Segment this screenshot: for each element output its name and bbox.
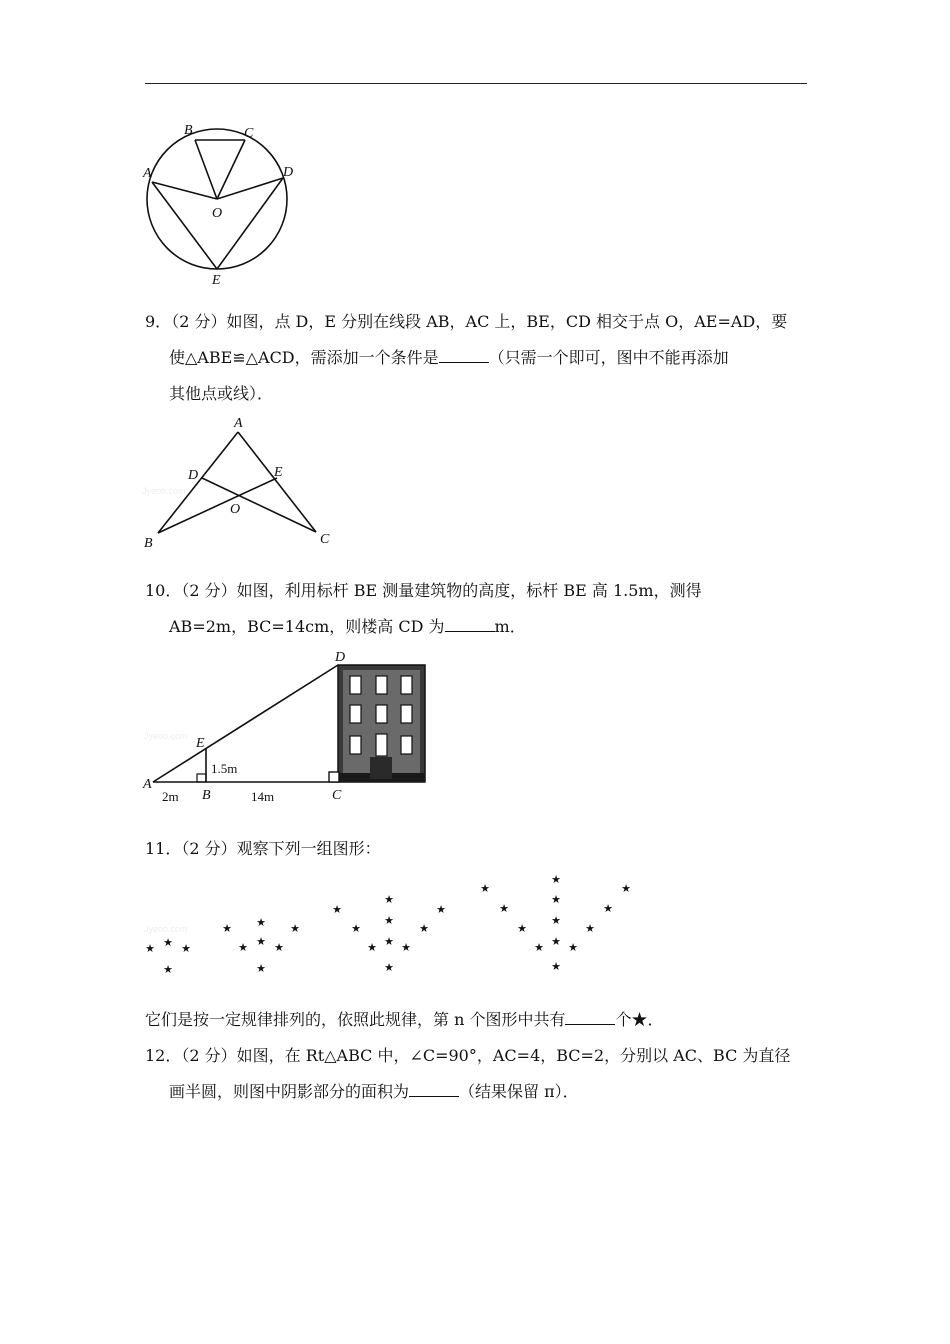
- star-icon: ★: [332, 903, 342, 916]
- star-icon: ★: [401, 941, 411, 954]
- star-icon: ★: [551, 914, 561, 927]
- star-group-4: [480, 873, 631, 973]
- star-group-2: [222, 916, 300, 975]
- question-number: 12．: [145, 1046, 182, 1065]
- svg-text:Jyeoo.com: Jyeoo.com: [142, 486, 186, 496]
- star-icon: ★: [256, 935, 266, 948]
- question-11-continued: [145, 1002, 809, 1038]
- star-icon: ★: [351, 922, 361, 935]
- label-C: C: [332, 788, 342, 803]
- label-D: D: [283, 165, 294, 180]
- label-B: B: [202, 788, 211, 803]
- star-icon: ★: [436, 903, 446, 916]
- star-icon: ★: [384, 893, 394, 906]
- dim-ab: 2m: [162, 789, 179, 804]
- answer-blank[interactable]: [445, 617, 495, 632]
- label-O: O: [230, 502, 241, 517]
- star-icon: ★: [145, 942, 155, 955]
- question-text: （2 分）如图，在 Rt△ABC 中，∠C=90°，AC=4，BC=2，分别以 AC、BC 为直径: [181, 1046, 791, 1065]
- star-icon: ★: [551, 960, 561, 973]
- question-number: 11．: [145, 839, 182, 858]
- question-number: 9．: [145, 312, 172, 331]
- star-icon: ★: [163, 936, 173, 949]
- question-12: [145, 1038, 809, 1110]
- star-icon: ★: [256, 916, 266, 929]
- star-icon: ★: [384, 961, 394, 974]
- question-text: 使△ABE≌△ACD，需添加一个条件是: [169, 348, 439, 367]
- question-10: [145, 573, 809, 645]
- question-number: 10．: [145, 581, 182, 600]
- question-text: 画半圆，则图中阴影部分的面积为: [169, 1082, 410, 1101]
- question-text: AB=2m，BC=14cm，则楼高 CD 为: [169, 617, 445, 636]
- label-E: E: [212, 273, 221, 288]
- question-text: m．: [494, 617, 526, 636]
- label-D: D: [188, 468, 199, 483]
- svg-text:Jyeoo.com: Jyeoo.com: [144, 731, 188, 741]
- star-icon: ★: [551, 873, 561, 886]
- star-icon: ★: [419, 922, 429, 935]
- dim-bc: 14m: [251, 789, 275, 804]
- question-text: 其他点或线）．: [169, 384, 274, 403]
- circle-figure: [140, 118, 310, 290]
- label-O: O: [212, 206, 223, 221]
- svg-text:Jyeoo.com: Jyeoo.com: [144, 924, 188, 934]
- star-icon: ★: [585, 922, 595, 935]
- label-C: C: [244, 126, 254, 141]
- star-icon: ★: [181, 942, 191, 955]
- label-E: E: [196, 736, 205, 751]
- star-icon: ★: [534, 941, 544, 954]
- label-B: B: [144, 536, 153, 551]
- label-A: A: [234, 416, 243, 431]
- star-icon: ★: [367, 941, 377, 954]
- label-E: E: [274, 465, 283, 480]
- star-icon: ★: [384, 914, 394, 927]
- star-icon: ★: [290, 922, 300, 935]
- star-icon: ★: [256, 962, 266, 975]
- star-group-1: [145, 936, 191, 976]
- question-text: （2 分）观察下列一组图形：: [181, 839, 381, 858]
- answer-blank[interactable]: [409, 1082, 459, 1097]
- question-text: （结果保留 π）．: [459, 1082, 579, 1101]
- star-group-3: [332, 893, 446, 974]
- star-icon: ★: [568, 941, 578, 954]
- star-pattern-figure: [140, 868, 640, 978]
- question-11: [145, 831, 809, 867]
- question-text: （只需一个即可，图中不能再添加: [488, 348, 729, 367]
- question-text: 个★．: [615, 1010, 664, 1029]
- label-C: C: [320, 532, 330, 547]
- label-A: A: [143, 777, 152, 792]
- answer-blank[interactable]: [439, 348, 489, 363]
- label-D: D: [335, 650, 346, 665]
- star-icon: ★: [480, 882, 490, 895]
- dim-height: 1.5m: [211, 761, 238, 776]
- header-rule: [145, 83, 807, 84]
- answer-blank[interactable]: [565, 1010, 615, 1025]
- star-icon: ★: [222, 922, 232, 935]
- label-A: A: [143, 166, 152, 181]
- star-icon: ★: [163, 963, 173, 976]
- star-icon: ★: [384, 935, 394, 948]
- label-B: B: [184, 123, 193, 138]
- star-icon: ★: [517, 922, 527, 935]
- star-icon: ★: [499, 902, 509, 915]
- star-icon: ★: [238, 941, 248, 954]
- building-figure: [140, 645, 440, 810]
- star-icon: ★: [551, 935, 561, 948]
- star-icon: ★: [274, 941, 284, 954]
- question-9: [145, 304, 809, 412]
- question-text: （2 分）如图，点 D，E 分别在线段 AB，AC 上，BE，CD 相交于点 O，AE=AD，要: [171, 312, 788, 331]
- triangle-figure: [140, 412, 340, 552]
- star-icon: ★: [603, 902, 613, 915]
- star-icon: ★: [621, 882, 631, 895]
- question-text: 它们是按一定规律排列的，依照此规律，第 n 个图形中共有: [145, 1010, 566, 1029]
- question-text: （2 分）如图，利用标杆 BE 测量建筑物的高度，标杆 BE 高 1.5m，测得: [181, 581, 702, 600]
- star-icon: ★: [551, 893, 561, 906]
